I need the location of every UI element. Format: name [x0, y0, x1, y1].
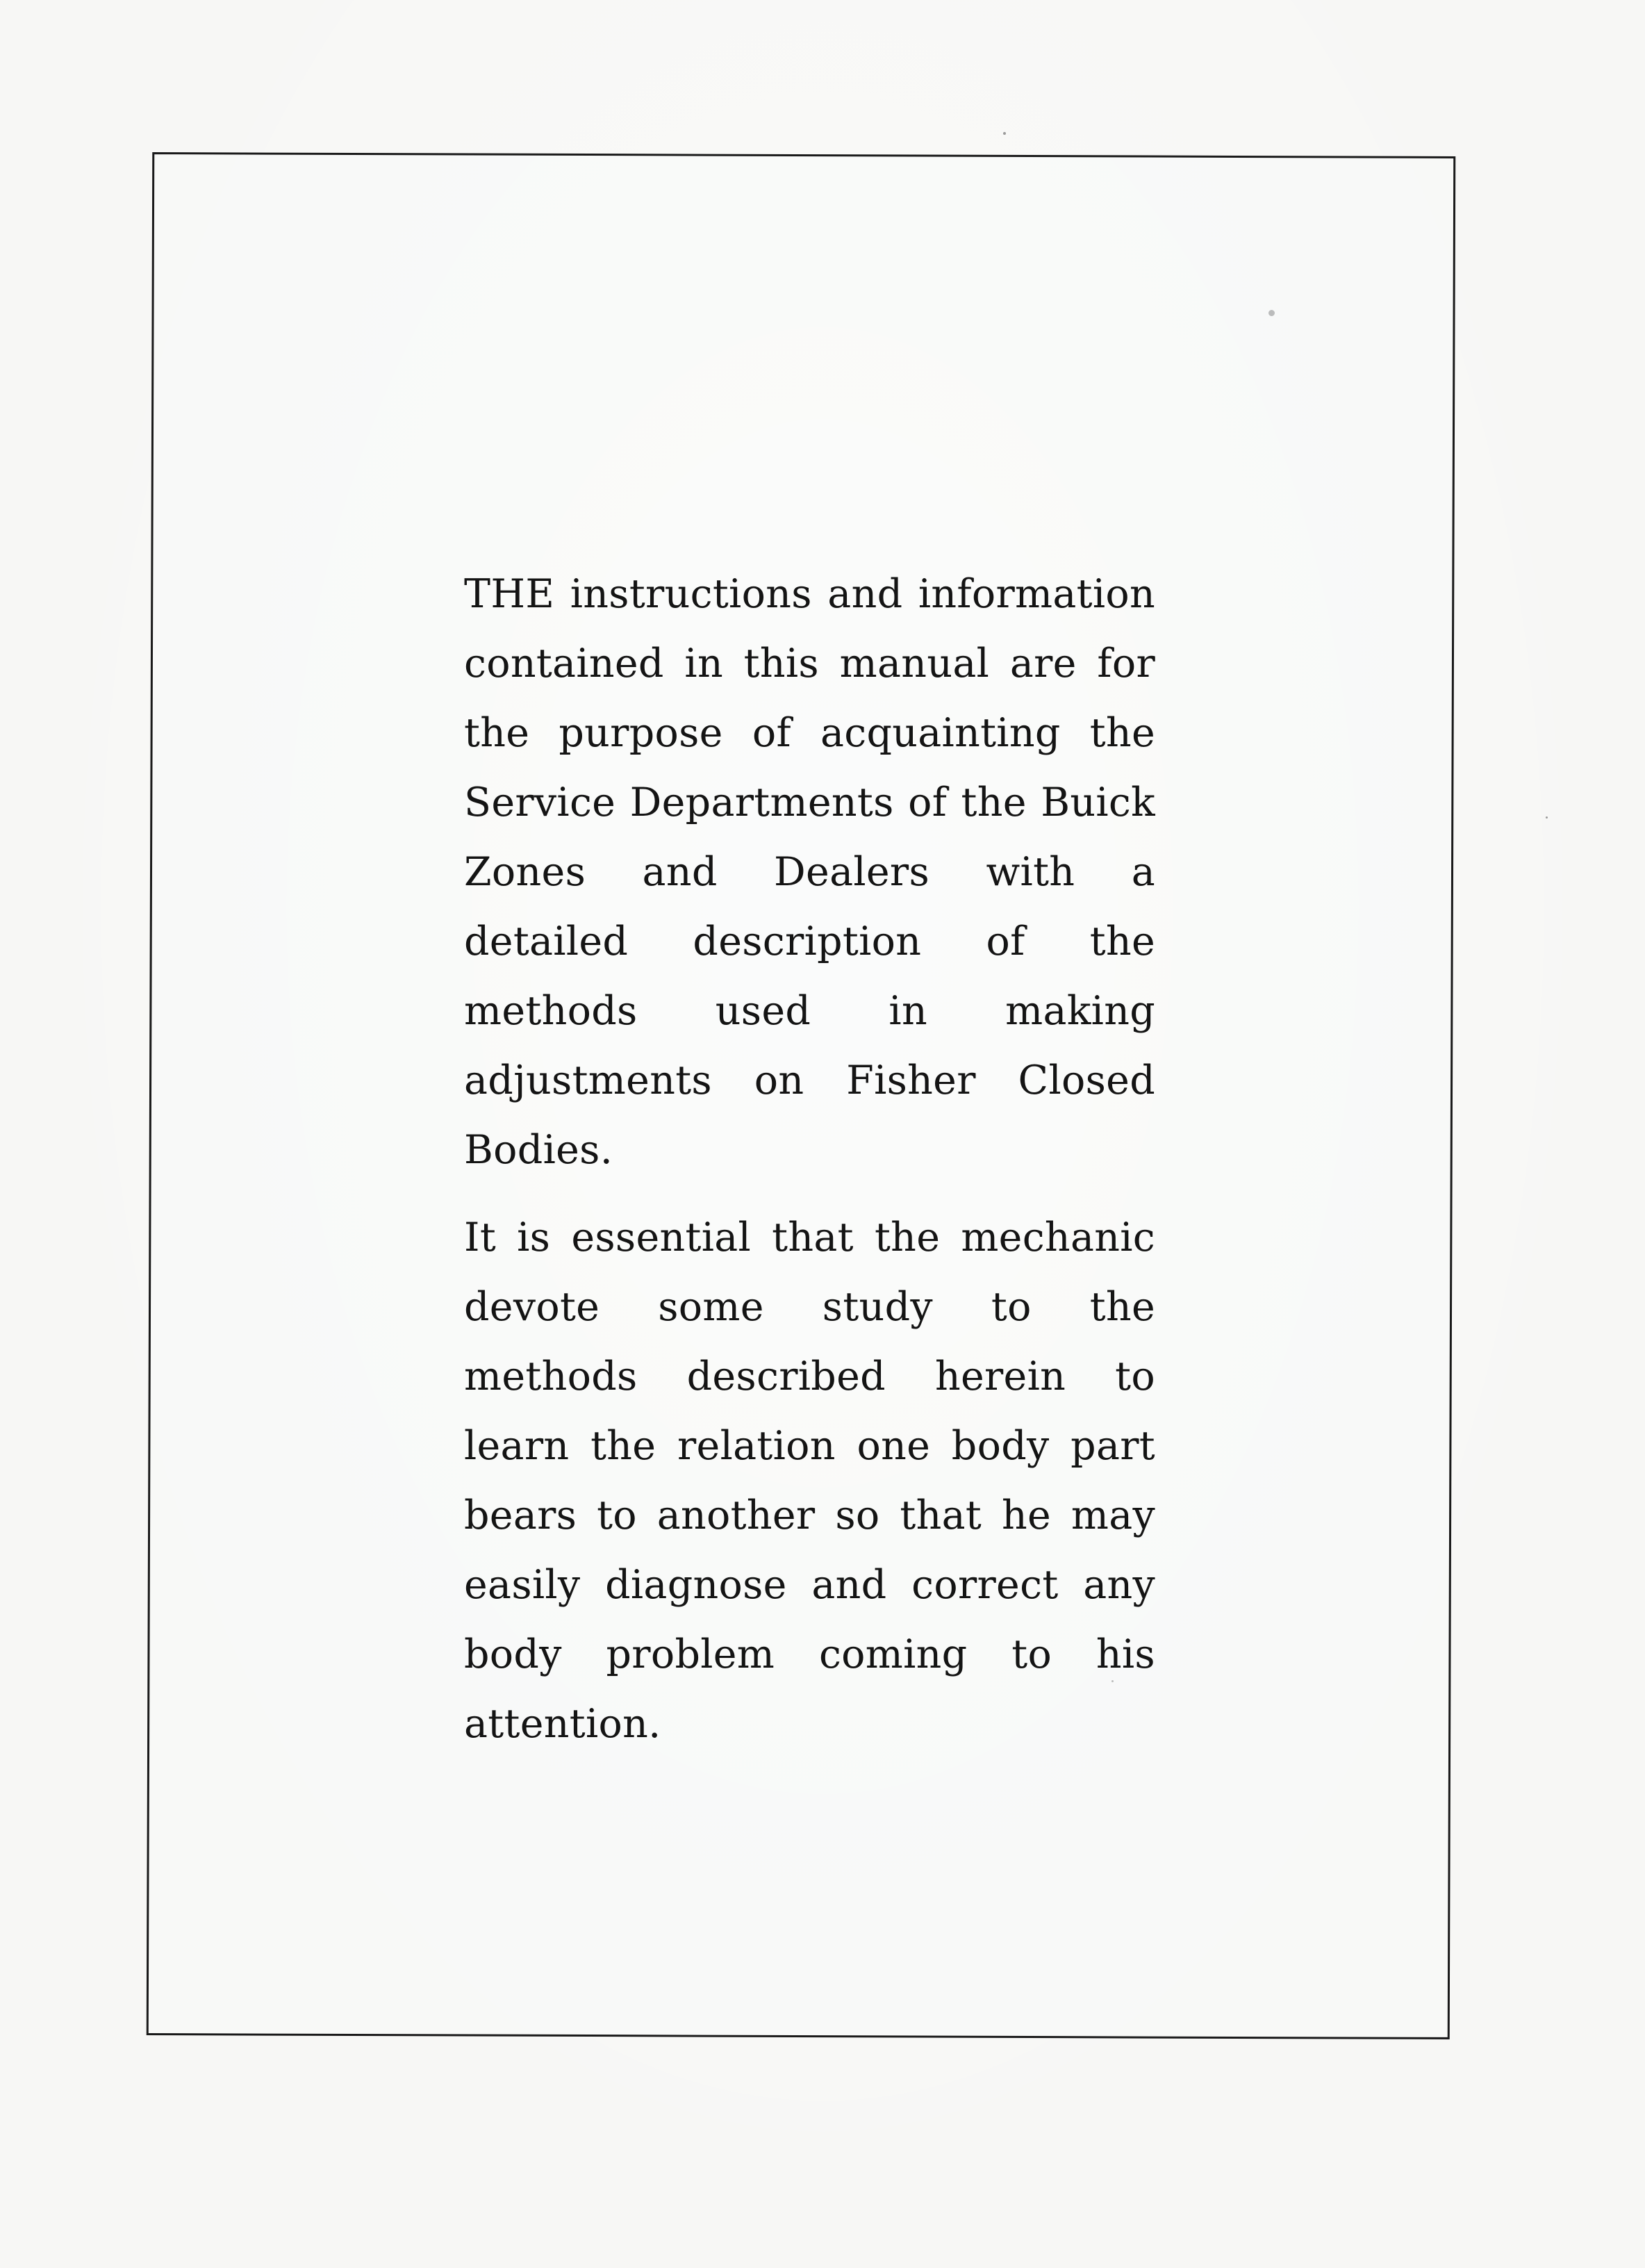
- paper-speck: [1003, 132, 1006, 135]
- preface-paragraph-1: THE instructions and information contained in this manual are for the purpose of acquainting the Service Departments of the Buick Zones and Dealers with a detailed description of the methods used in making adjustments on Fisher Closed Bodies.: [464, 571, 1155, 1173]
- preface-text-block: [464, 559, 1155, 1759]
- paper-speck: [1546, 816, 1548, 819]
- preface-paragraph-2: It is essential that the mechanic devote some study to the methods described herein to learn the relation one body part bears to another so that he may easily diagnose and correct any body problem coming to his attention.: [464, 1215, 1155, 1747]
